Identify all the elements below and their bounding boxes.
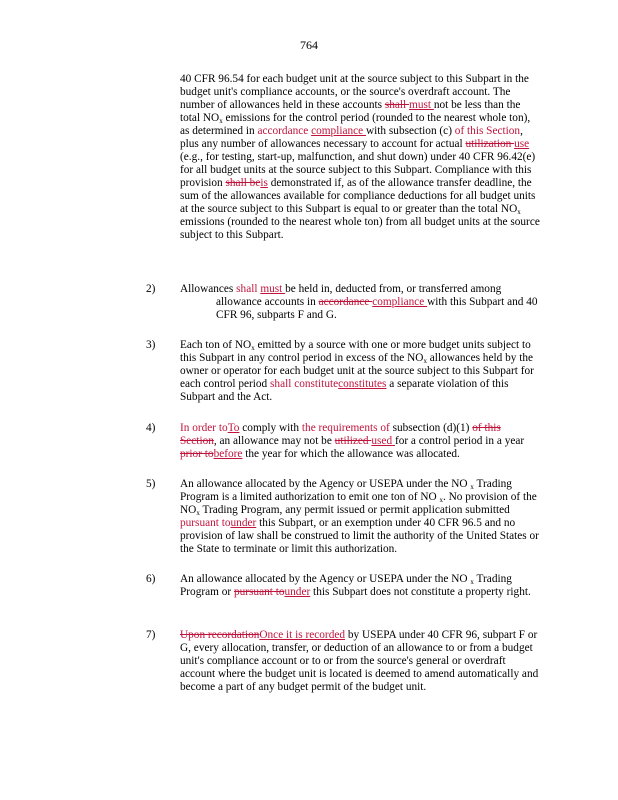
- item-number-2: 2): [146, 283, 156, 295]
- paragraph-1-continuation: 40 CFR 96.54 for each budget unit at the source subject to this Subpart in the budget unit's compliance accounts, or the source's overdraft account. The number of allowances held in these accounts shall must not be less than the total $NO_x$ emissions for the control period (rounded to the nearest whole ton), as determined in accordance compliance with subsection (c) of this Section, plus any number of allowances necessary to account for actual utilization use (e.g., for testing, start-up, malfunction, and shut down) under 40 CFR 96.42(e) for all budget units at the source subject to this Subpart. Compliance with this provision shall beis demonstrated if, as of the allowance transfer deadline, the sum of the allowances available for compliance deductions for all budget units at the source subject to this Subpart is equal to or greater than the total $NO_x$ emissions (rounded to the nearest whole ton) from all budget units at the source subject to this Subpart.: [180, 73, 540, 241]
- item-number-5: 5): [146, 478, 156, 490]
- item-5-text: An allowance allocated by the Agency or USEPA under the NO $_x$ Trading Program is a limited authorization to emit one ton of NO $_x$. No provision of the $NO_x$ Trading Program, any permit issued or permit application submitted pursuant tounder this Subpart, or an exemption under 40 CFR 96.5 and no provision of law shall be construed to limit the authority of the United States or the State to terminate or limit this authorization.: [180, 478, 539, 555]
- page-number: 764: [300, 38, 318, 52]
- item-7-text: Upon recordationOnce it is recorded by USEPA under 40 CFR 96, subpart F or G, every allocation, transfer, or deduction of an allowance to or from a budget unit's compliance account or to or from the source's general or overdraft account where the budget unit is located is deemed to amend automatically and become a part of any budget permit of the budget unit.: [180, 629, 539, 693]
- item-3-text: Each ton of $NO_x$ emitted by a source with one or more budget units subject to this Subpart in any control period in excess of the $NO_x$ allowances held by the owner or operator for each budget unit at the source subject to this Subpart for each control period shall constituteconstitutes a separate violation of this Subpart and the Act.: [180, 339, 534, 403]
- item-6-text: An allowance allocated by the Agency or USEPA under the NO $_x$ Trading Program or pursuant tounder this Subpart does not constitute a property right.: [180, 573, 531, 598]
- item-number-6: 6): [146, 573, 156, 585]
- item-2-text: Allowances shall must be held in, deducted from, or transferred among allowance accounts in accordance compliance with this Subpart and 40 CFR 96, subparts F and G.: [180, 283, 538, 321]
- item-number-7: 7): [146, 629, 156, 641]
- item-number-3: 3): [146, 339, 156, 351]
- item-4-text: In order toTo comply with the requirements of subsection (d)(1) of this Section, an allowance may not be utilized used for a control period in a year prior tobefore the year for which the allowance was allocated.: [180, 422, 525, 460]
- item-number-4: 4): [146, 422, 156, 434]
